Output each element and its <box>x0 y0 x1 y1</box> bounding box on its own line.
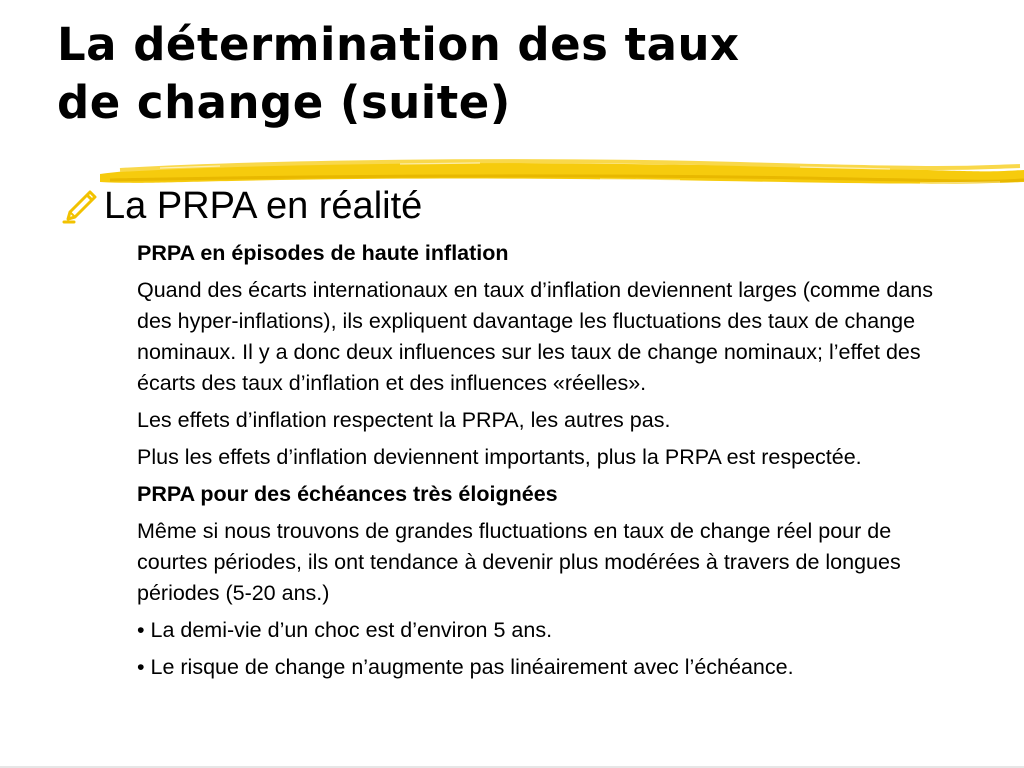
section1-paragraph-3: Plus les effets d’inflation deviennent importants, plus la PRPA est respectée. <box>137 445 862 469</box>
slide-title-line-2: de change (suite) <box>57 76 511 129</box>
pen-icon <box>60 186 100 226</box>
main-bullet-text: La PRPA en réalité <box>104 185 423 227</box>
section2-paragraph-1: Même si nous trouvons de grandes fluctuations en taux de change réel pour de courtes périodes, ils ont tendance à devenir plus modérées à travers de longues périodes (5-20 ans.) <box>137 519 901 605</box>
section1-heading: PRPA en épisodes de haute inflation <box>137 241 509 265</box>
slide-body <box>137 238 957 689</box>
slide-title-line-1: La détermination des taux <box>57 18 740 71</box>
section2-heading: PRPA pour des échéances très éloignées <box>137 482 558 506</box>
main-bullet <box>60 182 422 230</box>
section1-paragraph-1: Quand des écarts internationaux en taux d’inflation deviennent larges (comme dans des hyper-inflations), ils expliquent davantage les fluctuations des taux de change nominaux. Il y a donc deux influences sur les taux de change nominaux; l’effet des écarts des taux d’inflation et des influences «réelles». <box>137 278 933 395</box>
section1-paragraph-2: Les effets d’inflation respectent la PRPA, les autres pas. <box>137 408 671 432</box>
slide-title <box>57 16 740 132</box>
section2-bullet-2: • Le risque de change n’augmente pas linéairement avec l’échéance. <box>137 655 794 679</box>
section2-bullet-1: • La demi-vie d’un choc est d’environ 5 ans. <box>137 618 553 642</box>
